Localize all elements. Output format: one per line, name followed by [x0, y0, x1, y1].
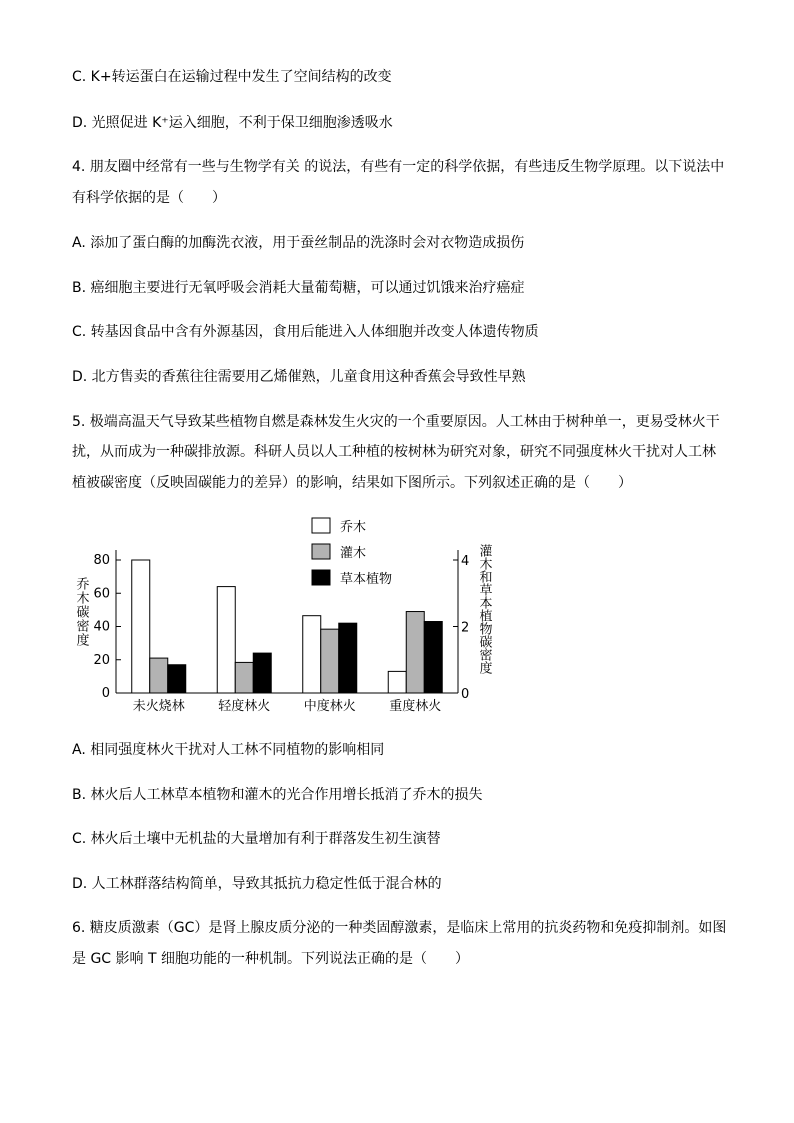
legend-swatch-0 — [312, 518, 330, 533]
bar-2-3 — [424, 622, 442, 693]
bar-2-0 — [168, 665, 186, 693]
left-axis-tick-label: 20 — [93, 652, 110, 668]
q5-stem-line3: 植被碳密度（反映固碳能力的差异）的影响，结果如下图所示。下列叙述正确的是（ ） — [72, 475, 632, 491]
x-tick-label: 轻度林火 — [218, 699, 271, 714]
q5-option-d: D. 人工林群落结构简单，导致其抵抗力稳定性低于混合林的 — [72, 876, 442, 892]
bar-0-1 — [217, 587, 235, 693]
q4-option-d: D. 北方售卖的香蕉往往需要用乙烯催熟，儿童食用这种香蕉会导致性早熟 — [72, 369, 526, 385]
x-tick-label: 中度林火 — [303, 699, 356, 714]
bar-0-2 — [303, 616, 321, 693]
q4-option-c: C. 转基因食品中含有外源基因，食用后能进入人体细胞并改变人体遗传物质 — [72, 324, 539, 340]
left-axis-tick-label: 80 — [93, 553, 110, 568]
bar-1-3 — [406, 612, 424, 693]
left-axis-label: 乔木碳密度 — [73, 577, 89, 647]
legend-label-0: 乔木 — [340, 520, 367, 535]
x-tick-label: 未火烧林 — [132, 699, 185, 714]
bar-2-1 — [253, 653, 271, 693]
q4-stem-line1: 4. 朋友圈中经常有一些与生物学有关 的说法，有些有一定的科学依据，有些违反生物学原理。以下说法中 — [72, 159, 725, 175]
bar-2-2 — [339, 623, 357, 693]
q5-stem-line1: 5. 极端高温天气导致某些植物自燃是森林发生火灾的一个重要原因。人工林由于树种单一，更易受林火干 — [72, 414, 720, 430]
left-axis-tick-label: 40 — [93, 619, 110, 635]
right-axis-tick-label: 0 — [461, 687, 470, 702]
legend-swatch-2 — [312, 570, 330, 585]
legend-label-1: 灌木 — [340, 546, 367, 561]
q5-option-c: C. 林火后土壤中无机盐的大量增加有利于群落发生初生演替 — [72, 831, 441, 847]
q5-option-b: B. 林火后人工林草本植物和灌木的光合作用增长抵消了乔木的损失 — [72, 787, 483, 803]
q5-stem-line2: 扰，从而成为一种碳排放源。科研人员以人工种植的桉树林为研究对象，研究不同强度林火干扰对人工林 — [72, 444, 716, 460]
legend-label-2: 草本植物 — [340, 572, 393, 587]
carbon-density-chart — [60, 510, 500, 725]
q5-option-a: A. 相同强度林火干扰对人工林不同植物的影响相同 — [72, 742, 385, 758]
right-axis-tick-label: 4 — [461, 554, 470, 569]
bar-1-0 — [150, 658, 168, 693]
x-tick-label: 重度林火 — [389, 699, 442, 714]
bar-0-0 — [132, 560, 150, 693]
left-axis-tick-label: 60 — [93, 586, 110, 602]
left-axis-tick-label: 0 — [101, 686, 110, 701]
bar-1-2 — [321, 629, 339, 693]
right-axis-tick-label: 2 — [461, 620, 470, 636]
legend-swatch-1 — [312, 544, 330, 559]
q6-stem-line1: 6. 糖皮质激素（GC）是肾上腺皮质分泌的一种类固醇激素，是临床上常用的抗炎药物和免疫抑制剂。如图 — [72, 920, 727, 936]
bar-1-1 — [235, 662, 253, 693]
q6-stem-line2: 是 GC 影响 T 细胞功能的一种机制。下列说法正确的是（ ） — [72, 951, 469, 967]
q3-option-d: D. 光照促进 K⁺运入细胞，不利于保卫细胞渗透吸水 — [72, 115, 393, 131]
right-axis-label: 灌木和草本植物碳密度 — [476, 544, 492, 674]
q3-option-c: C. K+转运蛋白在运输过程中发生了空间结构的改变 — [72, 69, 392, 85]
q4-option-b: B. 癌细胞主要进行无氧呼吸会消耗大量葡萄糖，可以通过饥饿来治疗癌症 — [72, 280, 525, 296]
bar-0-3 — [388, 671, 406, 693]
q4-option-a: A. 添加了蛋白酶的加酶洗衣液，用于蚕丝制品的洗涤时会对衣物造成损伤 — [72, 235, 525, 251]
q4-stem-line2: 有科学依据的是（ ） — [72, 190, 226, 206]
